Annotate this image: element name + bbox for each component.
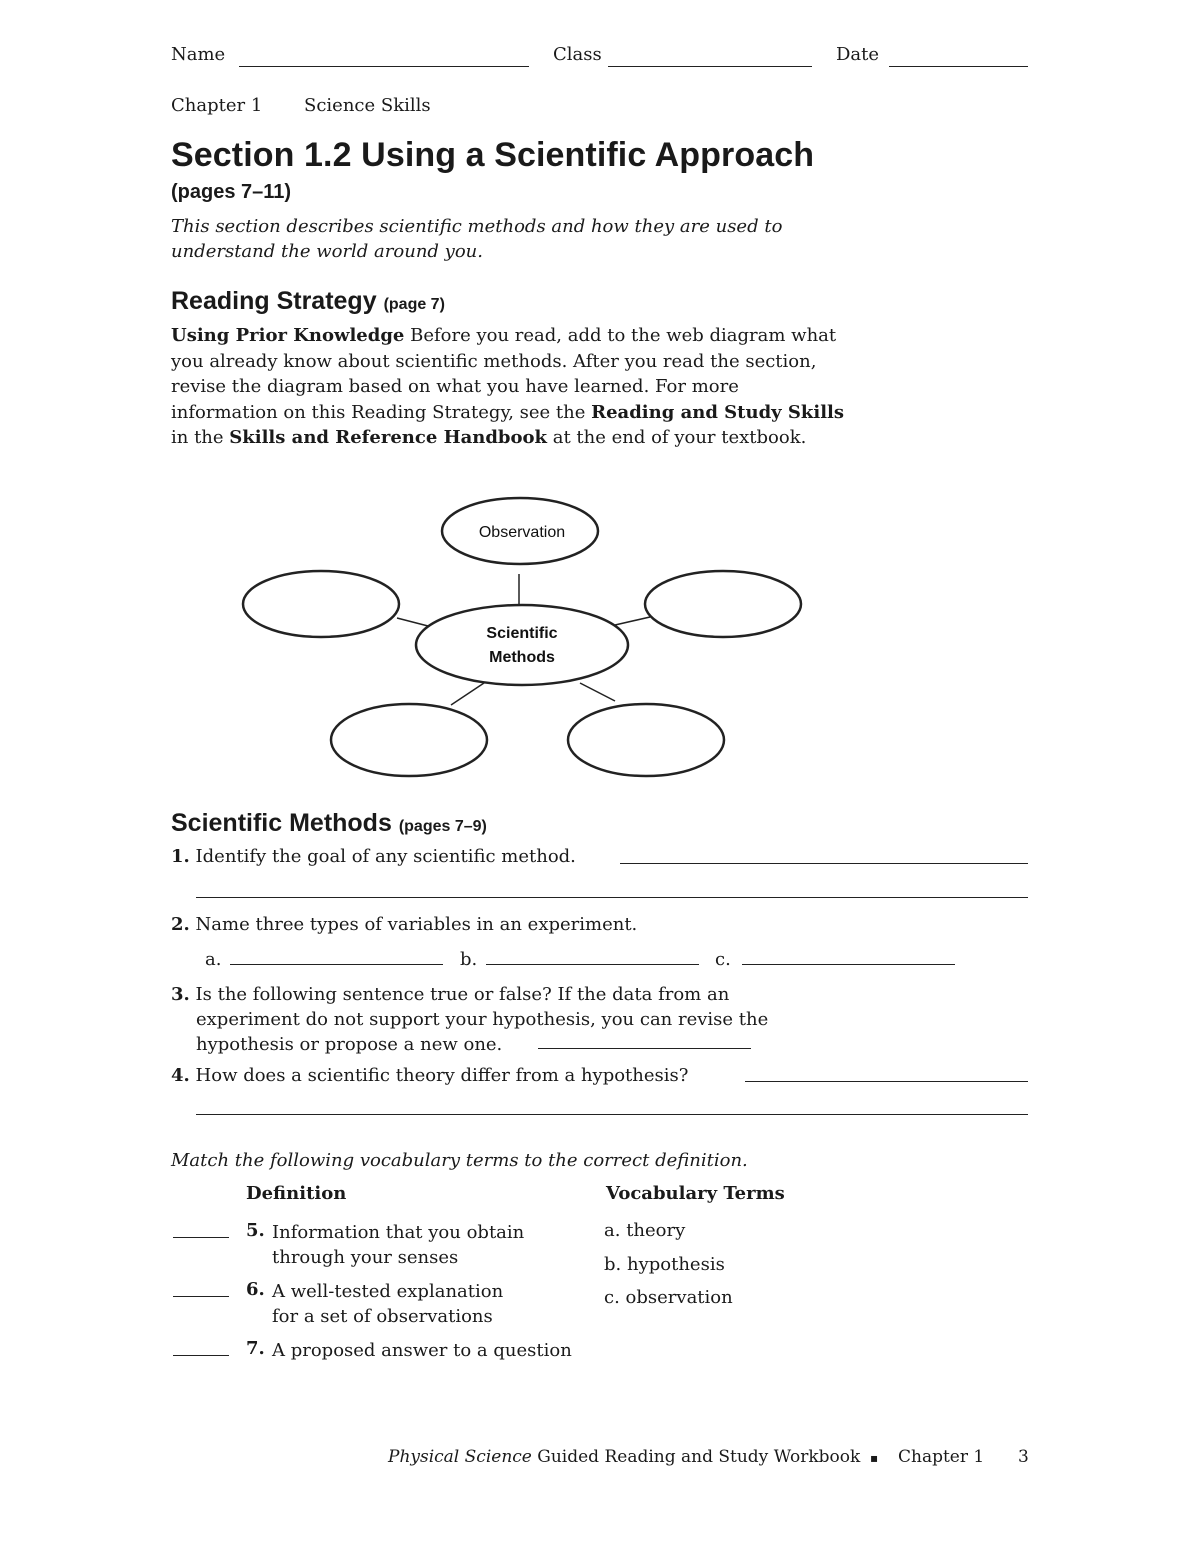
term-a-letter: a.	[604, 1220, 621, 1241]
center-bubble	[416, 605, 628, 685]
q2-b-label: b.	[460, 949, 478, 970]
reading-strategy-text	[171, 323, 851, 451]
scientific-methods-title: Scientific Methods	[171, 809, 392, 837]
blank-bubble-right[interactable]	[645, 571, 801, 637]
term-a	[604, 1220, 685, 1241]
item-5-number: 5.	[246, 1220, 265, 1241]
q4-answer-line-1[interactable]	[745, 1081, 1028, 1082]
term-c-letter: c.	[604, 1287, 620, 1308]
name-label: Name	[171, 44, 226, 65]
term-c-text: observation	[625, 1287, 733, 1308]
web-diagram	[230, 495, 820, 790]
class-label: Class	[553, 44, 602, 65]
date-field[interactable]	[889, 66, 1028, 67]
observation-label: Observation	[478, 524, 566, 541]
q3-line-3: hypothesis or propose a new one.	[196, 1034, 503, 1055]
strategy-bold-2: Skills and Reference Handbook	[229, 427, 547, 448]
blank-bubble-bottom-left[interactable]	[331, 704, 487, 776]
scientific-methods-pages: (pages 7–9)	[398, 818, 487, 835]
item-6-line-1: A well-tested explanation	[272, 1281, 504, 1302]
strategy-bold-1: Reading and Study Skills	[591, 401, 845, 423]
term-a-text: theory	[626, 1220, 686, 1241]
section-intro: This section describes scientific methods and how they are used to understand the world around you.	[171, 216, 783, 262]
footer-bullet: ▪	[870, 1451, 879, 1465]
q1-answer-line-1[interactable]	[620, 863, 1028, 864]
reading-strategy-title: Reading Strategy	[171, 287, 377, 315]
name-field[interactable]	[239, 66, 529, 67]
item-7-answer[interactable]	[173, 1355, 229, 1356]
item-7-number: 7.	[246, 1338, 265, 1359]
connector-bottom-right	[580, 683, 615, 701]
definition-heading: Definition	[246, 1183, 347, 1204]
q3-line-1: Is the following sentence true or false? If the data from an	[195, 984, 730, 1005]
footer-page-number: 3	[1018, 1447, 1029, 1467]
item-5-line-2: through your senses	[272, 1247, 459, 1268]
class-field[interactable]	[608, 66, 812, 67]
q2-text: Name three types of variables in an experiment.	[195, 914, 638, 935]
vocabulary-heading: Vocabulary Terms	[606, 1183, 785, 1204]
item-6-number: 6.	[246, 1279, 265, 1300]
term-c	[604, 1287, 733, 1308]
term-b-letter: b.	[604, 1254, 622, 1275]
section-pages: (pages 7–11)	[171, 181, 292, 203]
connector-right	[615, 617, 650, 625]
q2-a-label: a.	[205, 949, 222, 970]
q4-text: How does a scientific theory differ from a hypothesis?	[195, 1065, 689, 1086]
center-label-line2: Methods	[489, 649, 555, 666]
blank-bubble-left[interactable]	[243, 571, 399, 637]
item-6-line-2: for a set of observations	[272, 1306, 493, 1327]
q4-answer-line-2[interactable]	[196, 1114, 1028, 1115]
item-7-line-1: A proposed answer to a question	[272, 1340, 572, 1361]
q1-text: Identify the goal of any scientific method.	[195, 846, 576, 867]
question-1	[171, 846, 576, 867]
section-title: Section 1.2 Using a Scientific Approach	[171, 136, 815, 174]
question-2	[171, 914, 637, 935]
q3-line-2: experiment do not support your hypothesis, you can revise the	[196, 1009, 769, 1030]
item-6-answer[interactable]	[173, 1296, 229, 1297]
chapter-label: Chapter 1	[171, 95, 263, 116]
strategy-text-2: in the	[171, 427, 230, 448]
matching-instruction: Match the following vocabulary terms to the correct definition.	[171, 1150, 748, 1171]
question-4	[171, 1065, 688, 1086]
q1-answer-line-2[interactable]	[196, 897, 1028, 898]
strategy-lead: Using Prior Knowledge	[171, 325, 405, 346]
footer-chapter: Chapter 1	[898, 1447, 985, 1467]
term-b	[604, 1254, 725, 1275]
q2-number: 2.	[171, 914, 190, 935]
q3-number: 3.	[171, 984, 190, 1005]
footer-book	[388, 1447, 860, 1467]
blank-bubble-bottom-right[interactable]	[568, 704, 724, 776]
scientific-methods-heading	[171, 809, 487, 838]
term-b-text: hypothesis	[626, 1254, 725, 1275]
reading-strategy-heading	[171, 287, 445, 316]
strategy-text-1: Before you read, add to the web diagram what you already know about scientific methods. After you read the section, revise the diagram based on what you have learned. For more information on this Reading Strategy, see the	[171, 325, 837, 423]
connector-bottom-left	[451, 683, 484, 705]
center-label-line1: Scientific	[486, 625, 558, 642]
q2-c-label: c.	[715, 949, 731, 970]
date-label: Date	[836, 44, 880, 65]
q2-c-answer[interactable]	[742, 964, 955, 965]
q3-answer-line[interactable]	[538, 1048, 751, 1049]
footer-book-italic: Physical Science	[388, 1447, 532, 1467]
reading-strategy-pages: (page 7)	[383, 296, 445, 313]
footer-book-rest: Guided Reading and Study Workbook	[531, 1447, 861, 1467]
connector-left	[397, 618, 428, 626]
item-5-answer[interactable]	[173, 1237, 229, 1238]
item-5-line-1: Information that you obtain	[272, 1222, 525, 1243]
q2-b-answer[interactable]	[486, 964, 699, 965]
strategy-text-3: at the end of your textbook.	[547, 427, 807, 448]
q1-number: 1.	[171, 846, 190, 867]
q4-number: 4.	[171, 1065, 190, 1086]
question-3	[171, 982, 729, 1008]
q2-a-answer[interactable]	[230, 964, 443, 965]
chapter-topic: Science Skills	[304, 95, 431, 116]
